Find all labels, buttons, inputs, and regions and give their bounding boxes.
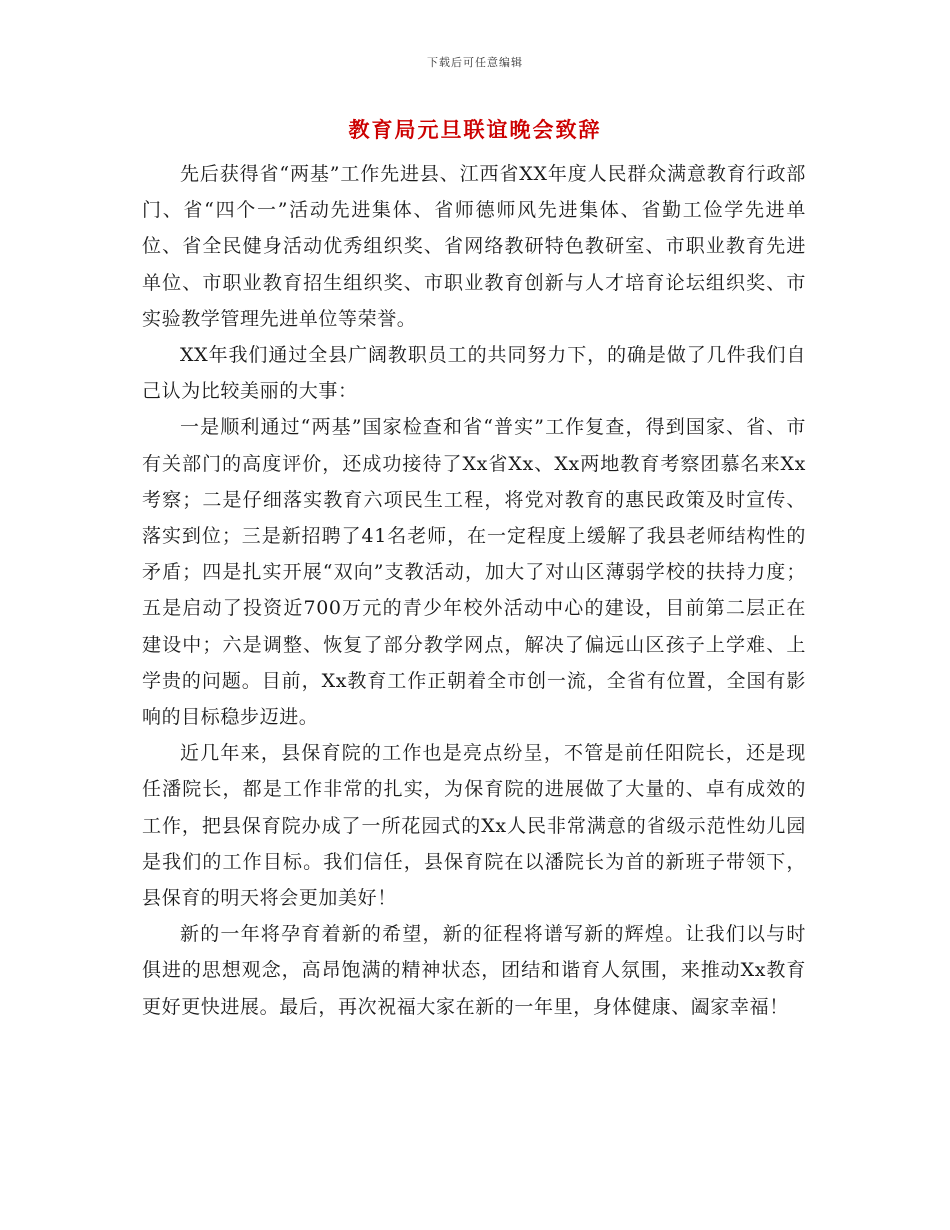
document-body — [142, 156, 806, 1025]
paragraph-closing-wishes: 新的一年将孕育着新的希望，新的征程将谱写新的辉煌。让我们以与时俱进的思想观念，高昂饱满的精神状态，团结和谐育人氛围，来推动Xx教育更好更快进展。最后，再次祝福大家在新的一年里，身体健康、阖家幸福！ — [142, 923, 806, 1018]
paragraph-honors: 先后获得省“两基”工作先进县、江西省XX年度人民群众满意教育行政部门、省“四个一”活动先进集体、省师德师风先进集体、省勤工俭学先进单位、省全民健身活动优秀组织奖、省网络教研特色教研室、市职业教育先进单位、市职业教育招生组织奖、市职业教育创新与人才培育论坛组织奖、市实验教学管理先进单位等荣誉。 — [142, 163, 806, 330]
paragraph-achievements-list: 一是顺利通过“两基”国家检查和省“普实”工作复查，得到国家、省、市有关部门的高度评价，还成功接待了Xx省Xx、Xx两地教育考察团慕名来Xx考察；二是仔细落实教育六项民生工程，将党对教育的惠民政策及时宣传、落实到位；三是新招聘了41名老师，在一定程度上缓解了我县老师结构性的矛盾；四是扎实开展“双向”支教活动，加大了对山区薄弱学校的扶持力度；五是启动了投资近700万元的青少年校外活动中心的建设，目前第二层正在建设中；六是调整、恢复了部分教学网点，解决了偏远山区孩子上学难、上学贵的问题。目前，Xx教育工作正朝着全市创一流，全省有位置，全国有影响的目标稳步迈进。 — [142, 416, 806, 729]
paragraph-achievements-intro: XX年我们通过全县广阔教职员工的共同努力下，的确是做了几件我们自己认为比较美丽的大事： — [142, 344, 806, 403]
document-title: 教育局元旦联谊晚会致辞 — [348, 117, 602, 142]
page-header-note: 下载后可任意编辑 — [427, 56, 523, 69]
paragraph-kindergarten: 近几年来，县保育院的工作也是亮点纷呈，不管是前任阳院长，还是现任潘院长，都是工作非常的扎实，为保育院的进展做了大量的、卓有成效的工作，把县保育院办成了一所花园式的Xx人民非常满意的省级示范性幼儿园是我们的工作目标。我们信任，县保育院在以潘院长为首的新班子带领下，县保育的明天将会更加美好！ — [142, 742, 806, 910]
